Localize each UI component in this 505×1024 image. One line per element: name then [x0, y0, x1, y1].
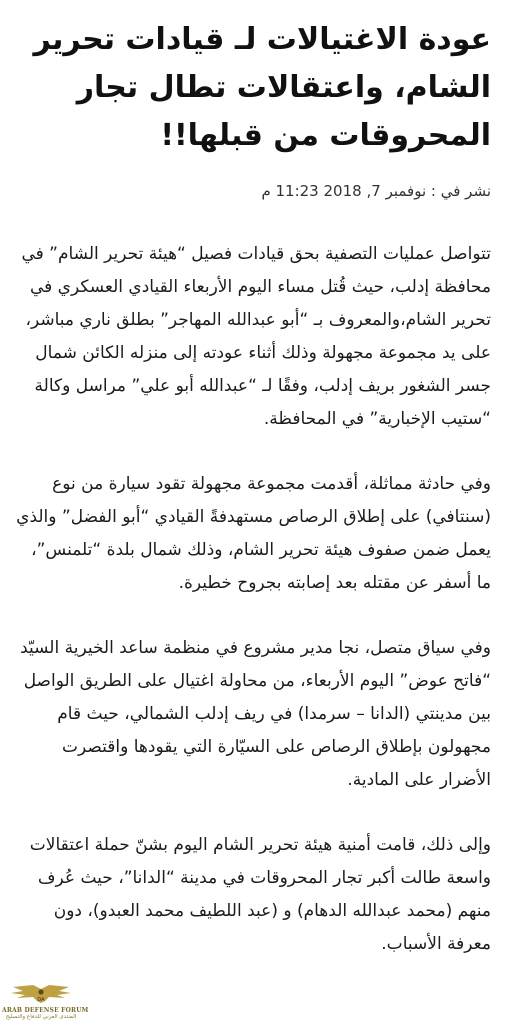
- publish-date: نشر في : نوفمبر 7, 2018 11:23 م: [261, 182, 491, 200]
- article: [12, 16, 491, 993]
- eagle-logo-icon: [9, 983, 73, 1007]
- article-body: [12, 238, 491, 961]
- paragraph: تتواصل عمليات التصفية بحق قيادات فصيل “هيئة تحرير الشام” في محافظة إدلب، حيث قُتل مساء اليوم الأربعاء القيادي العسكري في تحرير الشام،والمعروف بـ “أبو عبدالله المهاجر” بطلق ناري مباشر، على يد مجموعة مجهولة وذلك أثناء عودته إلى منزله الكائن شمال جسر الشغور بريف إدلب، وفقًا لـ “عبدالله أبو علي” مراسل وكالة “ستيب الإخبارية” في المحافظة.: [21, 244, 491, 429]
- paragraph: وفي حادثة مماثلة، أقدمت مجموعة مجهولة تقود سيارة من نوع (سنتافي) على إطلاق الرصاص مستهدفةً القيادي “أبو الفضل” والذي يعمل ضمن صفوف هيئة تحرير الشام، وذلك شمال بلدة “تلمنس”، ما أسفر عن مقتله بعد إصابته بجروح خطيرة.: [16, 474, 491, 593]
- watermark-english-text: ARAB DEFENSE FORUM: [2, 1007, 89, 1014]
- paragraph: وإلى ذلك، قامت أمنية هيئة تحرير الشام اليوم بشنّ حملة اعتقالات واسعة طالت أكبر تجار المحروقات في مدينة “الدانا”، حيث عُرف منهم (محمد عبدالله الدهام) و (عبد اللطيف محمد العبدو)، دون معرفة الأسباب.: [29, 835, 491, 954]
- article-title: عودة الاغتيالات لـ قيادات تحرير الشام، واعتقالات تطال تجار المحروقات من قبلها!!: [33, 22, 491, 153]
- svg-text:DA: DA: [37, 997, 45, 1003]
- watermark: [2, 983, 89, 1020]
- paragraph: وفي سياق متصل، نجا مدير مشروع في منظمة ساعد الخيرية السيّد “فاتح عوض” اليوم الأربعاء، من محاولة اغتيال على الطريق الواصل بين مدينتي (الدانا – سرمدا) في ريف إدلب الشمالي، حيث قام مجهولون بإطلاق الرصاص على السيّارة التي يقودها واقتصرت الأضرار على المادية.: [20, 638, 491, 790]
- watermark-arabic-text: المنتدى العربي للدفاع والتسليح: [5, 1014, 77, 1020]
